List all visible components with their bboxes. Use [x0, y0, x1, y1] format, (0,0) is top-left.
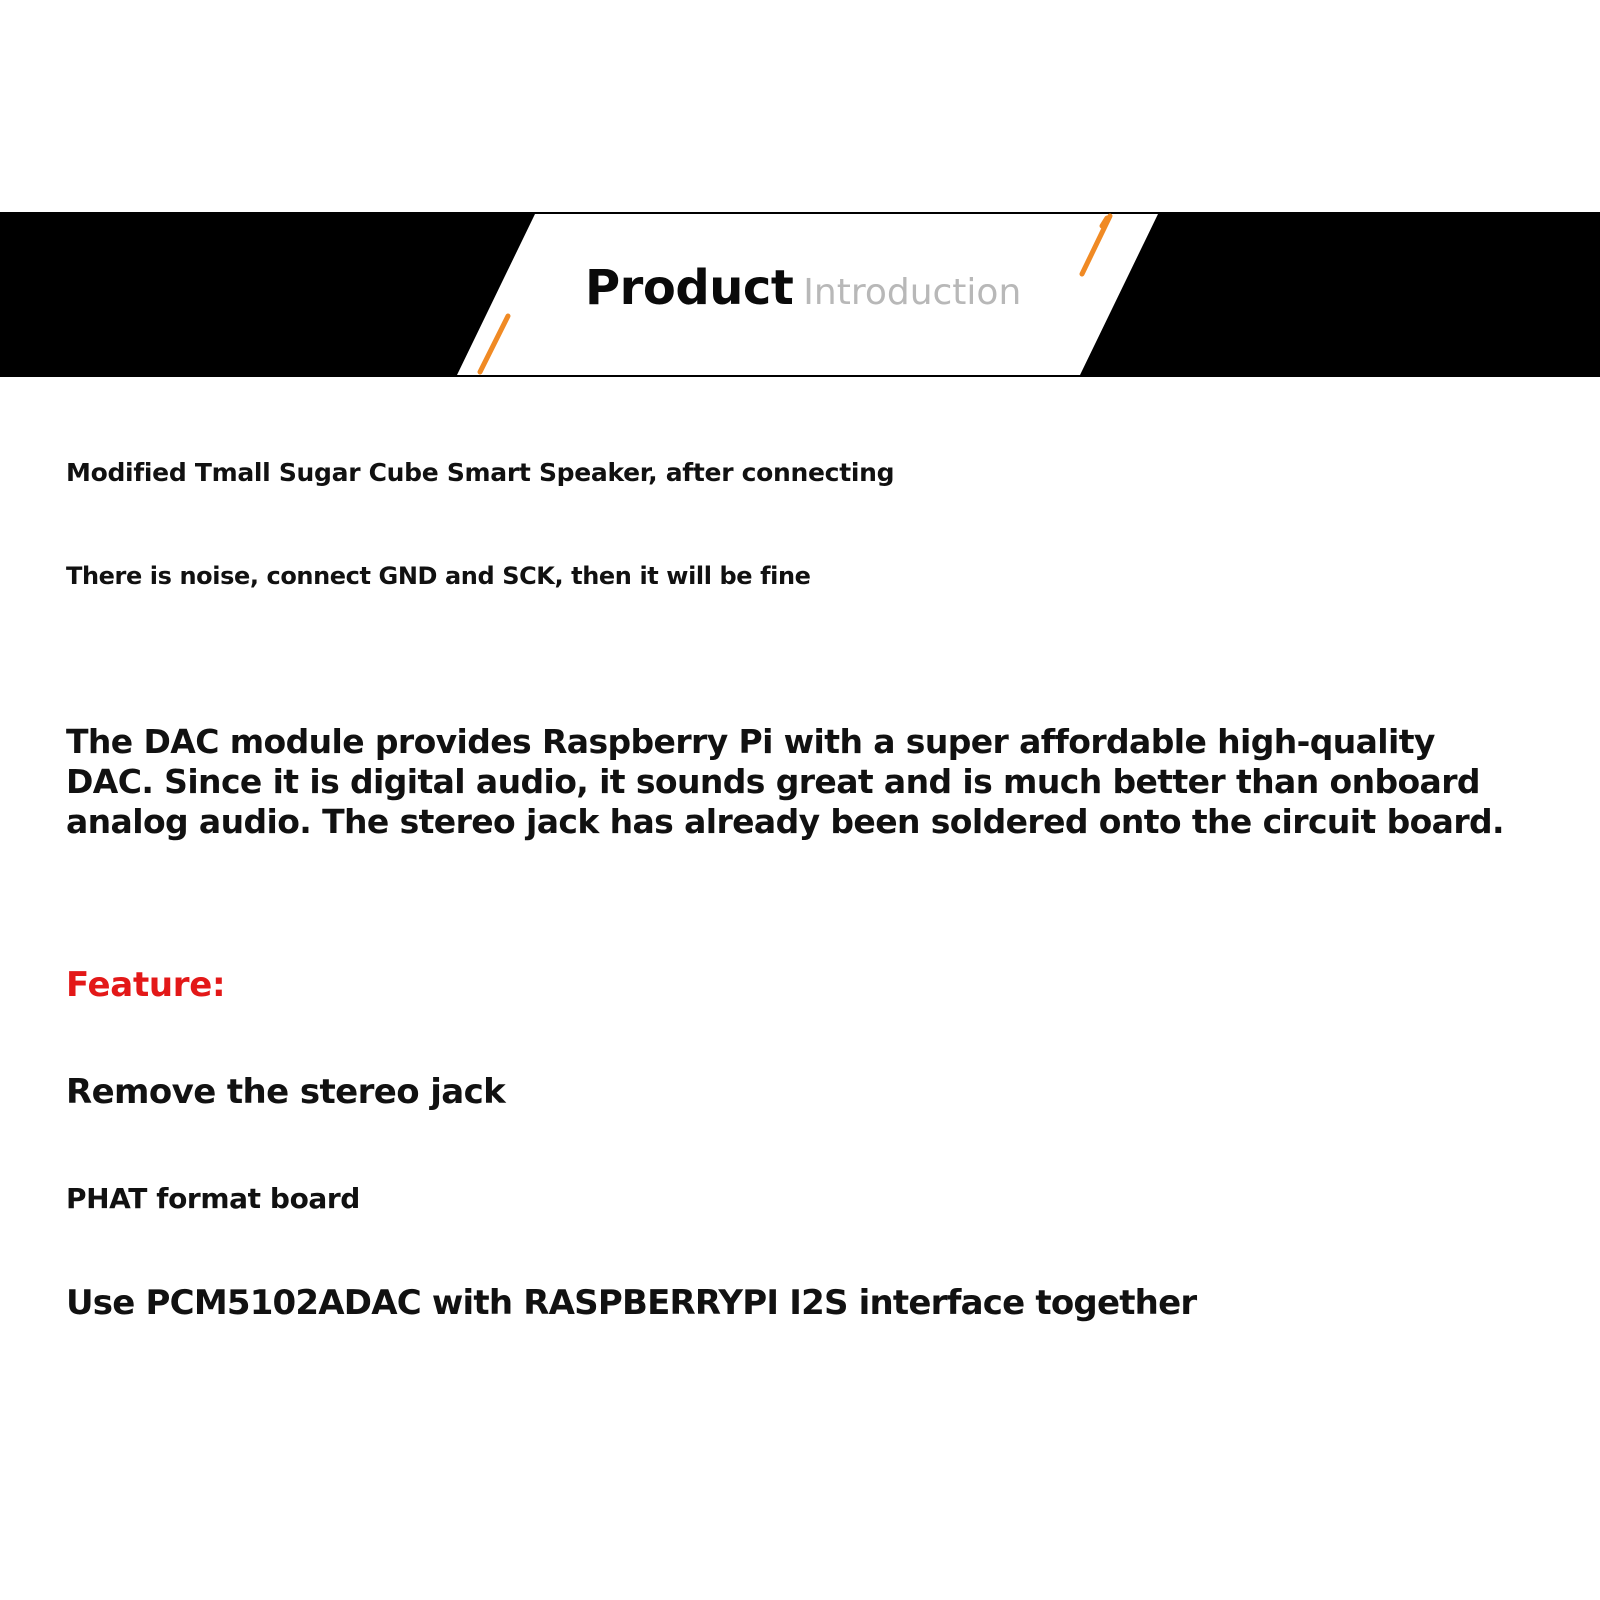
banner-title-sub: Introduction [803, 272, 1022, 313]
description-paragraph: The DAC module provides Raspberry Pi with a super affordable high-quality DAC. Since it is digital audio, it sounds great and is much better than onboard analog audio. The stereo jack has already been soldered onto the circuit board. [66, 722, 1504, 841]
feature-item-phat-board: PHAT format board [66, 1182, 360, 1215]
feature-heading: Feature: [66, 965, 226, 1005]
feature-item-pcm5102a: Use PCM5102ADAC with RASPBERRYPI I2S interface together [66, 1283, 1197, 1323]
note-line-1: Modified Tmall Sugar Cube Smart Speaker, after connecting [66, 458, 895, 487]
feature-item-stereo-jack: Remove the stereo jack [66, 1072, 506, 1112]
banner-title-main: Product [585, 260, 794, 316]
note-line-2: There is noise, connect GND and SCK, then it will be fine [66, 562, 811, 590]
